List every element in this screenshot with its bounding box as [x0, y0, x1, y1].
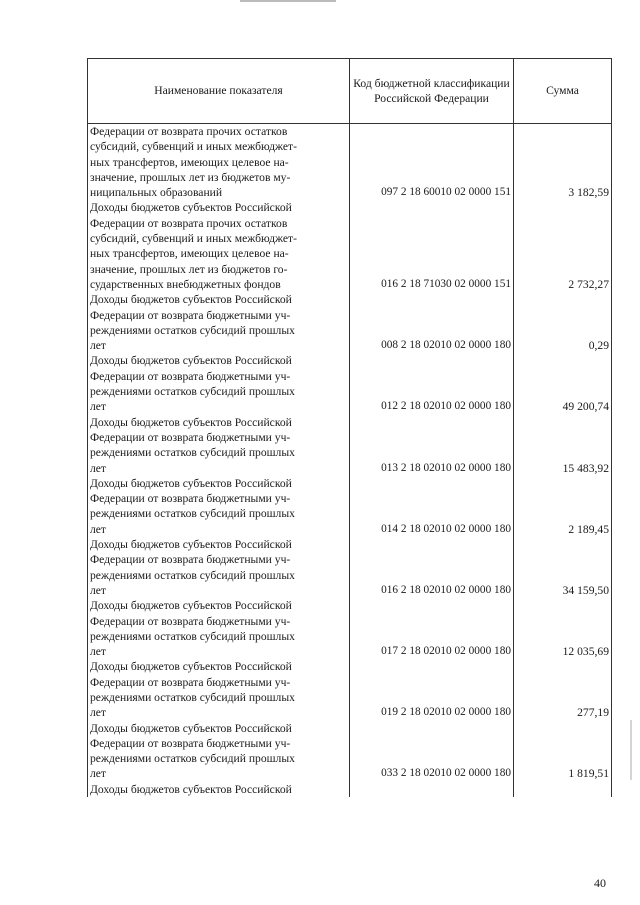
classification-code-cell: 019 2 18 02010 02 0000 180	[350, 659, 514, 720]
indicator-name-line: Федерации от возврата бюджетными уч-	[90, 553, 291, 567]
indicator-name-line: реждениями остатков субсидий прошлых	[90, 446, 295, 460]
amount-cell: 3 182,59	[514, 124, 612, 201]
indicator-name-line: ных трансфертов, имеющих целевое на-	[90, 247, 289, 261]
indicator-name-cell	[88, 292, 350, 353]
amount-cell: 34 159,50	[514, 537, 612, 598]
indicator-name-line: Доходы бюджетов субъектов Российской	[90, 538, 292, 552]
amount-cell: 49 200,74	[514, 353, 612, 414]
indicator-name-line: Федерации от возврата бюджетными уч-	[90, 614, 291, 628]
table-row	[88, 124, 612, 201]
indicator-name-line: лет	[90, 583, 106, 597]
table-row	[88, 537, 612, 598]
indicator-name-line: Федерации от возврата бюджетными уч-	[90, 430, 291, 444]
table-row	[88, 476, 612, 537]
classification-code-cell: 097 2 18 60010 02 0000 151	[350, 124, 514, 201]
indicator-name-line: Доходы бюджетов субъектов Российской	[90, 721, 292, 735]
indicator-name-line: Доходы бюджетов субъектов Российской	[90, 201, 292, 215]
indicator-name-line: Доходы бюджетов субъектов Российской	[90, 476, 292, 490]
indicator-name-cell	[88, 353, 350, 414]
indicator-name-line: лет	[90, 461, 106, 475]
table-header-row	[88, 59, 612, 124]
indicator-name-line: Федерации от возврата бюджетными уч-	[90, 675, 291, 689]
amount-cell: 1 819,51	[514, 721, 612, 782]
indicator-name-cell	[88, 659, 350, 720]
table-row	[88, 353, 612, 414]
table-row	[88, 659, 612, 720]
indicator-name-cell	[88, 782, 350, 797]
indicator-name-line: Доходы бюджетов субъектов Российской	[90, 354, 292, 368]
indicator-name-cell	[88, 200, 350, 292]
amount-cell: 15 483,92	[514, 415, 612, 476]
classification-code-cell: 008 2 18 02010 02 0000 180	[350, 292, 514, 353]
table-row	[88, 200, 612, 292]
indicator-name-line: ниципальных образований	[90, 186, 223, 200]
indicator-name-line: Доходы бюджетов субъектов Российской	[90, 599, 292, 613]
indicator-name-line: Федерации от возврата прочих остатков	[90, 216, 288, 230]
classification-code-cell: 014 2 18 02010 02 0000 180	[350, 476, 514, 537]
indicator-name-line: Доходы бюджетов субъектов Российской	[90, 782, 292, 796]
indicator-name-line: реждениями остатков субсидий прошлых	[90, 507, 295, 521]
indicator-name-line: Федерации от возврата бюджетными уч-	[90, 736, 291, 750]
amount-cell: 0,29	[514, 292, 612, 353]
indicator-name-line: лет	[90, 767, 106, 781]
table-row	[88, 415, 612, 476]
amount-cell: 2 189,45	[514, 476, 612, 537]
classification-code-cell: 033 2 18 02010 02 0000 180	[350, 721, 514, 782]
scan-artifact-edge	[630, 720, 632, 780]
indicator-name-line: лет	[90, 522, 106, 536]
indicator-name-line: реждениями остатков субсидий прошлых	[90, 385, 295, 399]
indicator-name-line: субсидий, субвенций и иных межбюджет-	[90, 232, 297, 246]
indicator-name-cell	[88, 721, 350, 782]
classification-code-cell: 016 2 18 71030 02 0000 151	[350, 200, 514, 292]
header-indicator-name: Наименование показателя	[88, 59, 350, 124]
scan-artifact	[240, 0, 336, 2]
indicator-name-line: Федерации от возврата бюджетными уч-	[90, 492, 291, 506]
indicator-name-cell	[88, 476, 350, 537]
budget-revenue-table	[87, 58, 612, 797]
amount-cell: 277,19	[514, 659, 612, 720]
indicator-name-line: лет	[90, 645, 106, 659]
indicator-name-line: Федерации от возврата бюджетными уч-	[90, 369, 291, 383]
indicator-name-line: реждениями остатков субсидий прошлых	[90, 323, 295, 337]
indicator-name-line: реждениями остатков субсидий прошлых	[90, 752, 295, 766]
header-amount: Сумма	[514, 59, 612, 124]
indicator-name-line: лет	[90, 706, 106, 720]
indicator-name-line: реждениями остатков субсидий прошлых	[90, 568, 295, 582]
indicator-name-cell	[88, 124, 350, 201]
indicator-name-line: субсидий, субвенций и иных межбюджет-	[90, 140, 297, 154]
table-row	[88, 292, 612, 353]
classification-code-cell: 013 2 18 02010 02 0000 180	[350, 415, 514, 476]
classification-code-cell: 016 2 18 02010 02 0000 180	[350, 537, 514, 598]
indicator-name-cell	[88, 598, 350, 659]
classification-code-cell	[350, 782, 514, 797]
table-row	[88, 598, 612, 659]
indicator-name-line: реждениями остатков субсидий прошлых	[90, 690, 295, 704]
indicator-name-line: реждениями остатков субсидий прошлых	[90, 629, 295, 643]
indicator-name-cell	[88, 537, 350, 598]
indicator-name-cell	[88, 415, 350, 476]
amount-cell	[514, 782, 612, 797]
indicator-name-line: Федерации от возврата бюджетными уч-	[90, 308, 291, 322]
page-number: 40	[594, 876, 606, 890]
indicator-name-line: ных трансфертов, имеющих целевое на-	[90, 155, 289, 169]
indicator-name-line: лет	[90, 400, 106, 414]
table-body	[88, 124, 612, 798]
amount-cell: 12 035,69	[514, 598, 612, 659]
table-row	[88, 721, 612, 782]
indicator-name-line: лет	[90, 339, 106, 353]
table-row	[88, 782, 612, 797]
indicator-name-line: Федерации от возврата прочих остатков	[90, 125, 288, 138]
header-classification-code: Код бюджетной классификации Российской Федерации	[350, 59, 514, 124]
indicator-name-line: значение, прошлых лет из бюджетов го-	[90, 262, 288, 276]
classification-code-cell: 012 2 18 02010 02 0000 180	[350, 353, 514, 414]
indicator-name-line: Доходы бюджетов субъектов Российской	[90, 415, 292, 429]
indicator-name-line: Доходы бюджетов субъектов Российской	[90, 660, 292, 674]
classification-code-cell: 017 2 18 02010 02 0000 180	[350, 598, 514, 659]
indicator-name-line: значение, прошлых лет из бюджетов му-	[90, 170, 291, 184]
indicator-name-line: Доходы бюджетов субъектов Российской	[90, 293, 292, 307]
indicator-name-line: сударственных внебюджетных фондов	[90, 277, 281, 291]
amount-cell: 2 732,27	[514, 200, 612, 292]
